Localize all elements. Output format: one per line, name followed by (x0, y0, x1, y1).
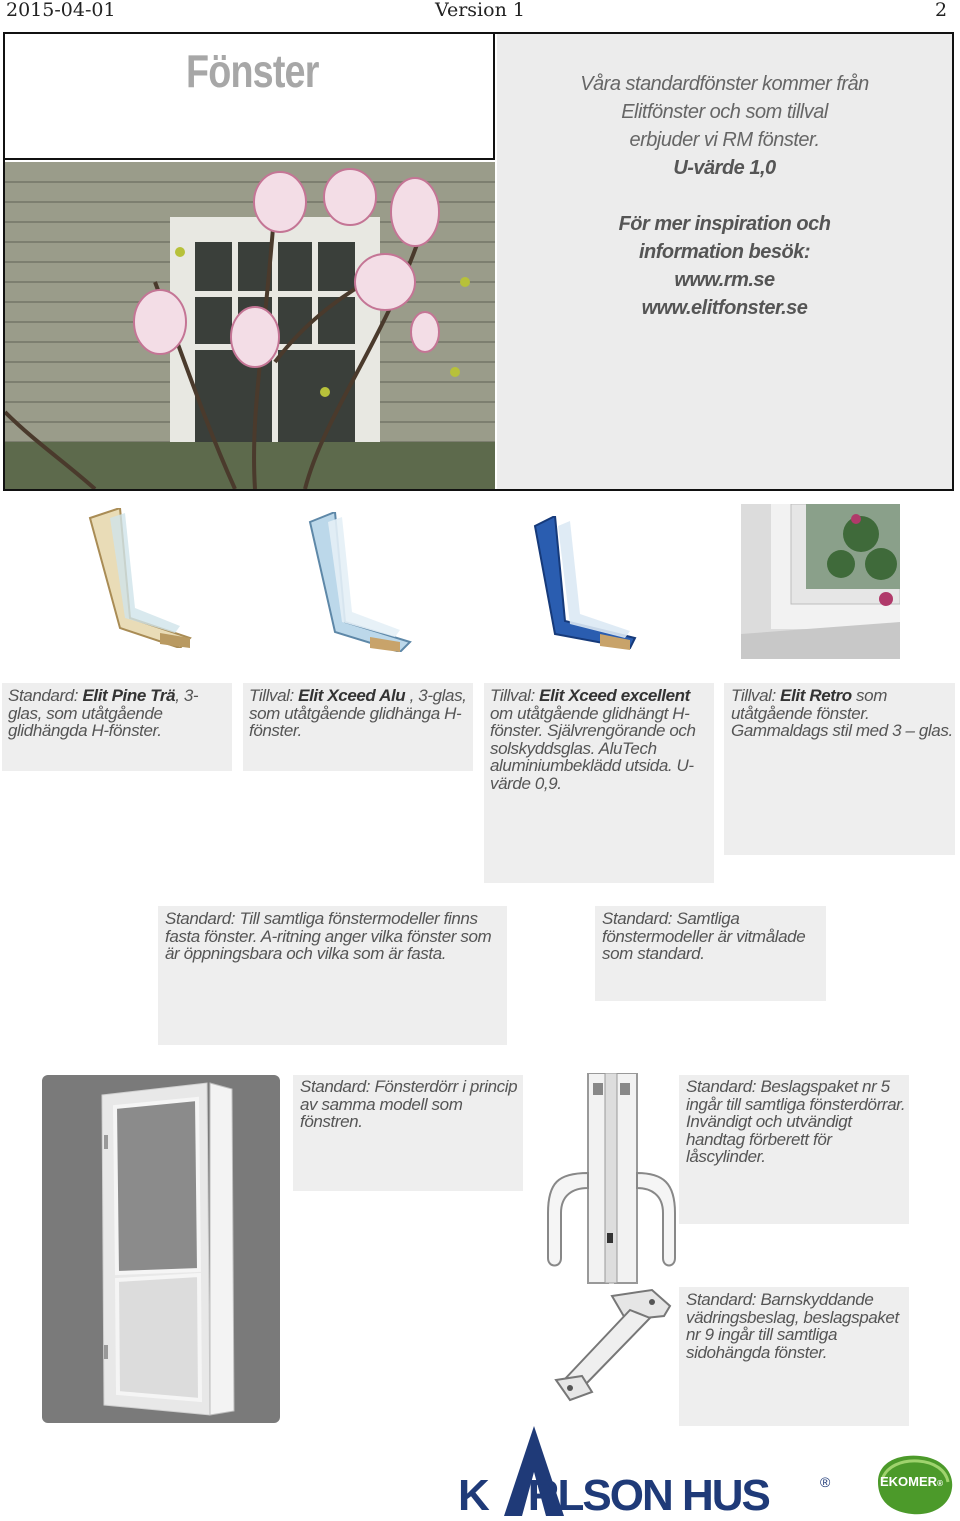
link-elitfonster[interactable]: www.elitfonster.se (641, 297, 808, 319)
note-fixed-windows-text: Standard: Till samtliga fönstermodeller finns fasta fönster. A-ritning anger vilka fönster som är öppningsbara och vilka som är fasta. (165, 909, 492, 963)
elit-retro-window-image (741, 504, 900, 659)
elit-xceed-excellent-window-image (530, 516, 650, 656)
ekomer-logo (872, 1452, 956, 1516)
card-elit-pine-text: Standard: Elit Pine Trä, 3-glas, som utåtgående glidhängda H-fönster. (8, 686, 199, 740)
intro-line: Elitfönster och som tillval (621, 101, 828, 123)
note-hardware-text: Standard: Beslagspaket nr 5 ingår till samtliga fönsterdörrar. Invändigt och utvändigt handtag förberett för låscylinder. (686, 1077, 906, 1166)
ekomer-wordmark: EKOMER® (880, 1474, 943, 1489)
product-name: Elit Xceed Alu (298, 686, 406, 705)
intro-line: information besök: (638, 241, 810, 263)
magnolia-window-photo (5, 162, 495, 489)
window-door-image (42, 1075, 280, 1423)
card-elit-xceed-excellent-text: Tillval: Elit Xceed excellent om utåtgående glidhängt H-fönster. Självrengörande och solskyddsglas. AluTech aluminiumbeklädd utsida. U-värde 0,9. (490, 686, 696, 793)
elit-xceed-alu-window-image (300, 512, 420, 652)
card-elit-retro-text: Tillval: Elit Retro som utåtgående fönster. Gammaldags stil med 3 – glas. (731, 686, 953, 740)
note-white-paint-text: Standard: Samtliga fönstermodeller är vitmålade som standard. (602, 909, 806, 963)
header-page-number: 2 (935, 0, 948, 21)
page-title: Fönster (186, 45, 319, 97)
intro-u-value: U-värde 1,0 (673, 157, 776, 179)
intro-line: För mer inspiration och (618, 213, 831, 235)
child-safety-hinge-image (552, 1288, 682, 1406)
intro-text (497, 70, 952, 322)
elit-pine-window-image (80, 508, 200, 648)
door-handle-image (543, 1073, 678, 1285)
note-door-text: Standard: Fönsterdörr i princip av samma modell som fönstren. (300, 1077, 518, 1131)
header-version: Version 1 (435, 0, 525, 21)
product-name: Elit Xceed excellent (539, 686, 690, 705)
product-name: Elit Pine Trä (82, 686, 176, 705)
intro-line: erbjuder vi RM fönster. (629, 129, 820, 151)
intro-line: Våra standardfönster kommer från (580, 73, 869, 95)
registered-mark: ® (820, 1474, 831, 1490)
link-rm[interactable]: www.rm.se (674, 269, 775, 291)
karlson-hus-logo (458, 1422, 838, 1518)
header-date: 2015-04-01 (6, 0, 116, 21)
product-name: Elit Retro (780, 686, 852, 705)
karlson-hus-wordmark: K RLSON HUS (458, 1471, 769, 1520)
note-child-safety-text: Standard: Barnskyddande vädringsbeslag, beslagspaket nr 9 ingår till samtliga sidohängda fönster. (686, 1290, 899, 1362)
card-elit-xceed-alu-text: Tillval: Elit Xceed Alu , 3-glas, som utåtgående glidhänga H-fönster. (249, 686, 467, 740)
